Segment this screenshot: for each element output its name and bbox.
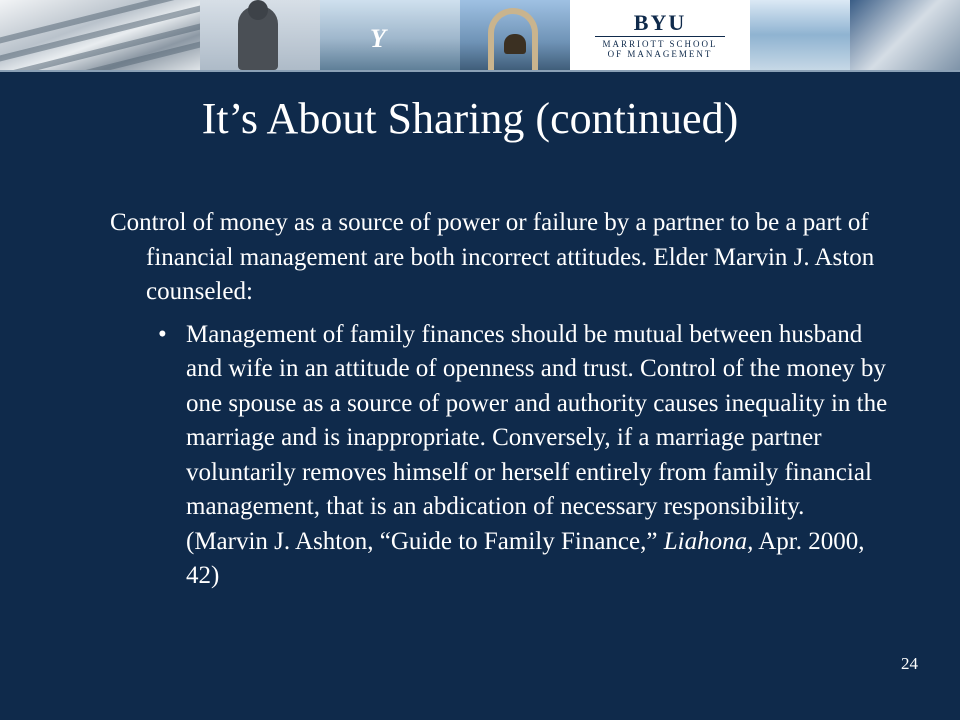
mountain-y-photo: Y <box>320 0 460 70</box>
quote-text: Management of family finances should be mutual between husband and wife in an attitude of openness and trust. Control of the money by one spouse as a source of power and authority causes inequality in the marriage and is inappropriate. Conversely, if a marriage partner voluntarily removes himself or herself entirely from family financial management, that is an abdication of necessary responsibility. (Marvin J. Ashton, “Guide to Family Finance,” <box>186 320 888 555</box>
logo-divider <box>595 36 725 37</box>
sky-photo <box>750 0 850 70</box>
slide-body <box>110 206 890 594</box>
bell-tower-photo <box>460 0 570 70</box>
header-banner <box>0 0 960 70</box>
slide-title: It’s About Sharing (continued) <box>201 94 739 143</box>
bullet-list <box>110 318 890 594</box>
building-photo <box>0 0 200 70</box>
slide-number: 24 <box>901 654 918 673</box>
lead-paragraph: Control of money as a source of power or failure by a partner to be a part of financial management are both incorrect attitudes. Elder Marvin J. Aston counseled: <box>110 209 875 305</box>
byu-marriott-logo <box>570 0 750 70</box>
logo-sub-text-2: OF MANAGEMENT <box>607 48 713 59</box>
list-item <box>110 318 890 594</box>
citation-source: Liahona, <box>663 527 754 555</box>
citation-rest: Apr. 2000, 42) <box>186 527 865 589</box>
campus-photo <box>850 0 960 70</box>
bullet-icon: • <box>158 320 167 348</box>
logo-main-text: BYU <box>633 9 687 35</box>
logo-sub-text-1: MARRIOTT SCHOOL <box>602 38 718 49</box>
banner-divider <box>0 70 960 72</box>
statue-photo <box>200 0 320 70</box>
